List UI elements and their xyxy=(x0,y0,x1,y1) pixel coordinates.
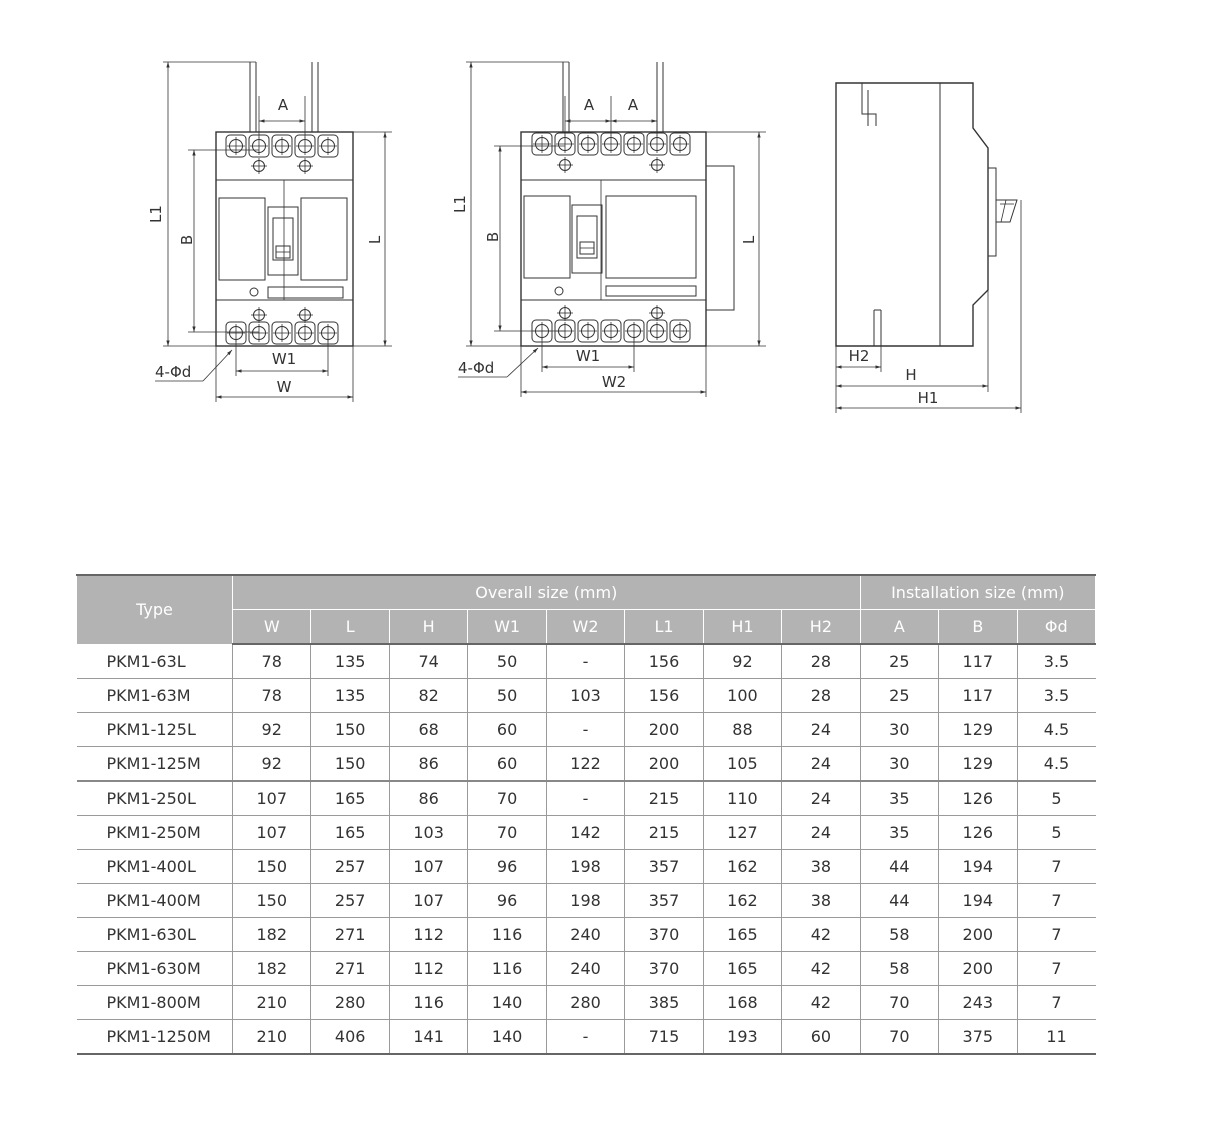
value-cell: 7 xyxy=(1017,918,1095,952)
value-cell: 198 xyxy=(546,884,624,918)
value-cell: 257 xyxy=(311,884,389,918)
value-cell: 70 xyxy=(860,1020,938,1055)
value-cell: 25 xyxy=(860,679,938,713)
value-cell: 42 xyxy=(782,918,860,952)
value-cell: 150 xyxy=(233,884,311,918)
value-cell: 35 xyxy=(860,781,938,816)
value-cell: 150 xyxy=(233,850,311,884)
type-cell: PKM1-250M xyxy=(77,816,233,850)
value-cell: 165 xyxy=(703,918,781,952)
side-view xyxy=(836,83,1021,413)
value-cell: 715 xyxy=(625,1020,703,1055)
value-cell: 3.5 xyxy=(1017,679,1095,713)
value-cell: 194 xyxy=(939,850,1017,884)
value-cell: 116 xyxy=(468,952,546,986)
value-cell: 60 xyxy=(468,747,546,782)
type-cell: PKM1-630L xyxy=(77,918,233,952)
col-header: H xyxy=(389,610,467,645)
front-view-3pole xyxy=(147,62,392,402)
value-cell: 200 xyxy=(939,918,1017,952)
value-cell: 60 xyxy=(468,713,546,747)
value-cell: 38 xyxy=(782,884,860,918)
value-cell: 35 xyxy=(860,816,938,850)
value-cell: 162 xyxy=(703,884,781,918)
dimension-drawing xyxy=(0,0,1225,470)
installation-size-header: Installation size (mm) xyxy=(860,575,1095,610)
type-cell: PKM1-400L xyxy=(77,850,233,884)
value-cell: 140 xyxy=(468,1020,546,1055)
value-cell: 156 xyxy=(625,679,703,713)
dim-H2: H2 xyxy=(848,347,870,365)
value-cell: 4.5 xyxy=(1017,747,1095,782)
value-cell: 24 xyxy=(782,781,860,816)
dim-W1: W1 xyxy=(575,347,601,365)
value-cell: 370 xyxy=(625,952,703,986)
value-cell: 126 xyxy=(939,781,1017,816)
value-cell: 198 xyxy=(546,850,624,884)
col-header: W1 xyxy=(468,610,546,645)
value-cell: 7 xyxy=(1017,884,1095,918)
col-header: L xyxy=(311,610,389,645)
value-cell: 58 xyxy=(860,918,938,952)
value-cell: 78 xyxy=(233,644,311,679)
value-cell: 182 xyxy=(233,918,311,952)
value-cell: 200 xyxy=(625,713,703,747)
type-cell: PKM1-630M xyxy=(77,952,233,986)
value-cell: 50 xyxy=(468,644,546,679)
value-cell: 135 xyxy=(311,644,389,679)
value-cell: 165 xyxy=(703,952,781,986)
value-cell: 194 xyxy=(939,884,1017,918)
value-cell: 30 xyxy=(860,713,938,747)
dim-W1: W1 xyxy=(271,350,297,368)
col-header: W2 xyxy=(546,610,624,645)
value-cell: 162 xyxy=(703,850,781,884)
type-header: Type xyxy=(77,575,233,644)
value-cell: 112 xyxy=(389,918,467,952)
value-cell: 107 xyxy=(233,781,311,816)
dim-W: W xyxy=(276,378,292,396)
value-cell: 68 xyxy=(389,713,467,747)
value-cell: 385 xyxy=(625,986,703,1020)
value-cell: 70 xyxy=(468,781,546,816)
table-row xyxy=(77,884,1096,918)
dim-H: H xyxy=(905,366,917,384)
type-cell: PKM1-1250M xyxy=(77,1020,233,1055)
value-cell: 406 xyxy=(311,1020,389,1055)
value-cell: 92 xyxy=(703,644,781,679)
value-cell: 30 xyxy=(860,747,938,782)
type-cell: PKM1-800M xyxy=(77,986,233,1020)
col-header: B xyxy=(939,610,1017,645)
value-cell: 24 xyxy=(782,713,860,747)
value-cell: 42 xyxy=(782,952,860,986)
value-cell: 44 xyxy=(860,884,938,918)
dim-L: L xyxy=(366,235,384,245)
value-cell: - xyxy=(546,1020,624,1055)
dim-A-left: A xyxy=(583,96,595,114)
value-cell: 210 xyxy=(233,1020,311,1055)
value-cell: 357 xyxy=(625,850,703,884)
value-cell: 5 xyxy=(1017,781,1095,816)
value-cell: 44 xyxy=(860,850,938,884)
value-cell: 156 xyxy=(625,644,703,679)
value-cell: 92 xyxy=(233,713,311,747)
type-cell: PKM1-63L xyxy=(77,644,233,679)
value-cell: 140 xyxy=(468,986,546,1020)
value-cell: 25 xyxy=(860,644,938,679)
value-cell: 58 xyxy=(860,952,938,986)
value-cell: 129 xyxy=(939,713,1017,747)
table-row xyxy=(77,713,1096,747)
value-cell: 28 xyxy=(782,679,860,713)
value-cell: 243 xyxy=(939,986,1017,1020)
value-cell: 70 xyxy=(860,986,938,1020)
value-cell: 82 xyxy=(389,679,467,713)
col-header: H1 xyxy=(703,610,781,645)
value-cell: 103 xyxy=(546,679,624,713)
value-cell: 42 xyxy=(782,986,860,1020)
value-cell: 38 xyxy=(782,850,860,884)
value-cell: 107 xyxy=(389,850,467,884)
value-cell: 257 xyxy=(311,850,389,884)
value-cell: 370 xyxy=(625,918,703,952)
value-cell: 271 xyxy=(311,918,389,952)
value-cell: 5 xyxy=(1017,816,1095,850)
dim-H1: H1 xyxy=(917,389,939,407)
value-cell: 375 xyxy=(939,1020,1017,1055)
value-cell: 141 xyxy=(389,1020,467,1055)
value-cell: 96 xyxy=(468,850,546,884)
value-cell: 215 xyxy=(625,816,703,850)
table-body xyxy=(77,644,1096,1054)
value-cell: 126 xyxy=(939,816,1017,850)
table-row xyxy=(77,918,1096,952)
value-cell: 103 xyxy=(389,816,467,850)
value-cell: 7 xyxy=(1017,952,1095,986)
overall-size-header: Overall size (mm) xyxy=(233,575,861,610)
value-cell: 150 xyxy=(311,747,389,782)
value-cell: 112 xyxy=(389,952,467,986)
value-cell: 127 xyxy=(703,816,781,850)
value-cell: 210 xyxy=(233,986,311,1020)
dimension-table xyxy=(76,574,1096,1055)
value-cell: 3.5 xyxy=(1017,644,1095,679)
value-cell: - xyxy=(546,644,624,679)
col-header: H2 xyxy=(782,610,860,645)
col-header: L1 xyxy=(625,610,703,645)
dim-L: L xyxy=(740,235,758,245)
value-cell: 271 xyxy=(311,952,389,986)
value-cell: 60 xyxy=(782,1020,860,1055)
value-cell: 78 xyxy=(233,679,311,713)
value-cell: - xyxy=(546,713,624,747)
table-row xyxy=(77,816,1096,850)
value-cell: 50 xyxy=(468,679,546,713)
value-cell: 357 xyxy=(625,884,703,918)
value-cell: 105 xyxy=(703,747,781,782)
col-header: W xyxy=(233,610,311,645)
table-row xyxy=(77,781,1096,816)
value-cell: 200 xyxy=(625,747,703,782)
front-view-4pole xyxy=(451,62,766,397)
table-row xyxy=(77,986,1096,1020)
value-cell: 165 xyxy=(311,816,389,850)
table-row xyxy=(77,1020,1096,1055)
hole-callout: 4-Φd xyxy=(458,359,495,377)
value-cell: 11 xyxy=(1017,1020,1095,1055)
table-row xyxy=(77,679,1096,713)
type-cell: PKM1-125M xyxy=(77,747,233,782)
value-cell: 70 xyxy=(468,816,546,850)
value-cell: 193 xyxy=(703,1020,781,1055)
value-cell: 135 xyxy=(311,679,389,713)
dim-A: A xyxy=(277,96,289,114)
value-cell: 117 xyxy=(939,679,1017,713)
value-cell: 86 xyxy=(389,781,467,816)
value-cell: 215 xyxy=(625,781,703,816)
dim-L1: L1 xyxy=(451,195,469,213)
dim-B: B xyxy=(484,231,502,243)
value-cell: 100 xyxy=(703,679,781,713)
value-cell: 28 xyxy=(782,644,860,679)
hole-callout: 4-Φd xyxy=(155,363,192,381)
table-row xyxy=(77,850,1096,884)
col-header: A xyxy=(860,610,938,645)
value-cell: 150 xyxy=(311,713,389,747)
value-cell: 129 xyxy=(939,747,1017,782)
value-cell: 280 xyxy=(546,986,624,1020)
value-cell: 92 xyxy=(233,747,311,782)
value-cell: 240 xyxy=(546,918,624,952)
value-cell: 116 xyxy=(468,918,546,952)
value-cell: 107 xyxy=(389,884,467,918)
value-cell: 165 xyxy=(311,781,389,816)
value-cell: 7 xyxy=(1017,850,1095,884)
type-cell: PKM1-63M xyxy=(77,679,233,713)
col-header: Φd xyxy=(1017,610,1095,645)
table-row xyxy=(77,747,1096,782)
value-cell: 122 xyxy=(546,747,624,782)
value-cell: 74 xyxy=(389,644,467,679)
value-cell: 200 xyxy=(939,952,1017,986)
value-cell: 182 xyxy=(233,952,311,986)
value-cell: 24 xyxy=(782,747,860,782)
dim-L1: L1 xyxy=(147,205,165,223)
value-cell: 116 xyxy=(389,986,467,1020)
dim-W2: W2 xyxy=(601,373,627,391)
type-cell: PKM1-125L xyxy=(77,713,233,747)
value-cell: 107 xyxy=(233,816,311,850)
table-row xyxy=(77,952,1096,986)
value-cell: 86 xyxy=(389,747,467,782)
value-cell: 168 xyxy=(703,986,781,1020)
value-cell: 7 xyxy=(1017,986,1095,1020)
value-cell: 88 xyxy=(703,713,781,747)
dim-B: B xyxy=(178,234,196,246)
value-cell: 4.5 xyxy=(1017,713,1095,747)
type-cell: PKM1-250L xyxy=(77,781,233,816)
value-cell: 142 xyxy=(546,816,624,850)
value-cell: 240 xyxy=(546,952,624,986)
value-cell: 96 xyxy=(468,884,546,918)
value-cell: 280 xyxy=(311,986,389,1020)
value-cell: 117 xyxy=(939,644,1017,679)
value-cell: - xyxy=(546,781,624,816)
value-cell: 24 xyxy=(782,816,860,850)
table-row xyxy=(77,644,1096,679)
value-cell: 110 xyxy=(703,781,781,816)
dim-A-right: A xyxy=(627,96,639,114)
type-cell: PKM1-400M xyxy=(77,884,233,918)
